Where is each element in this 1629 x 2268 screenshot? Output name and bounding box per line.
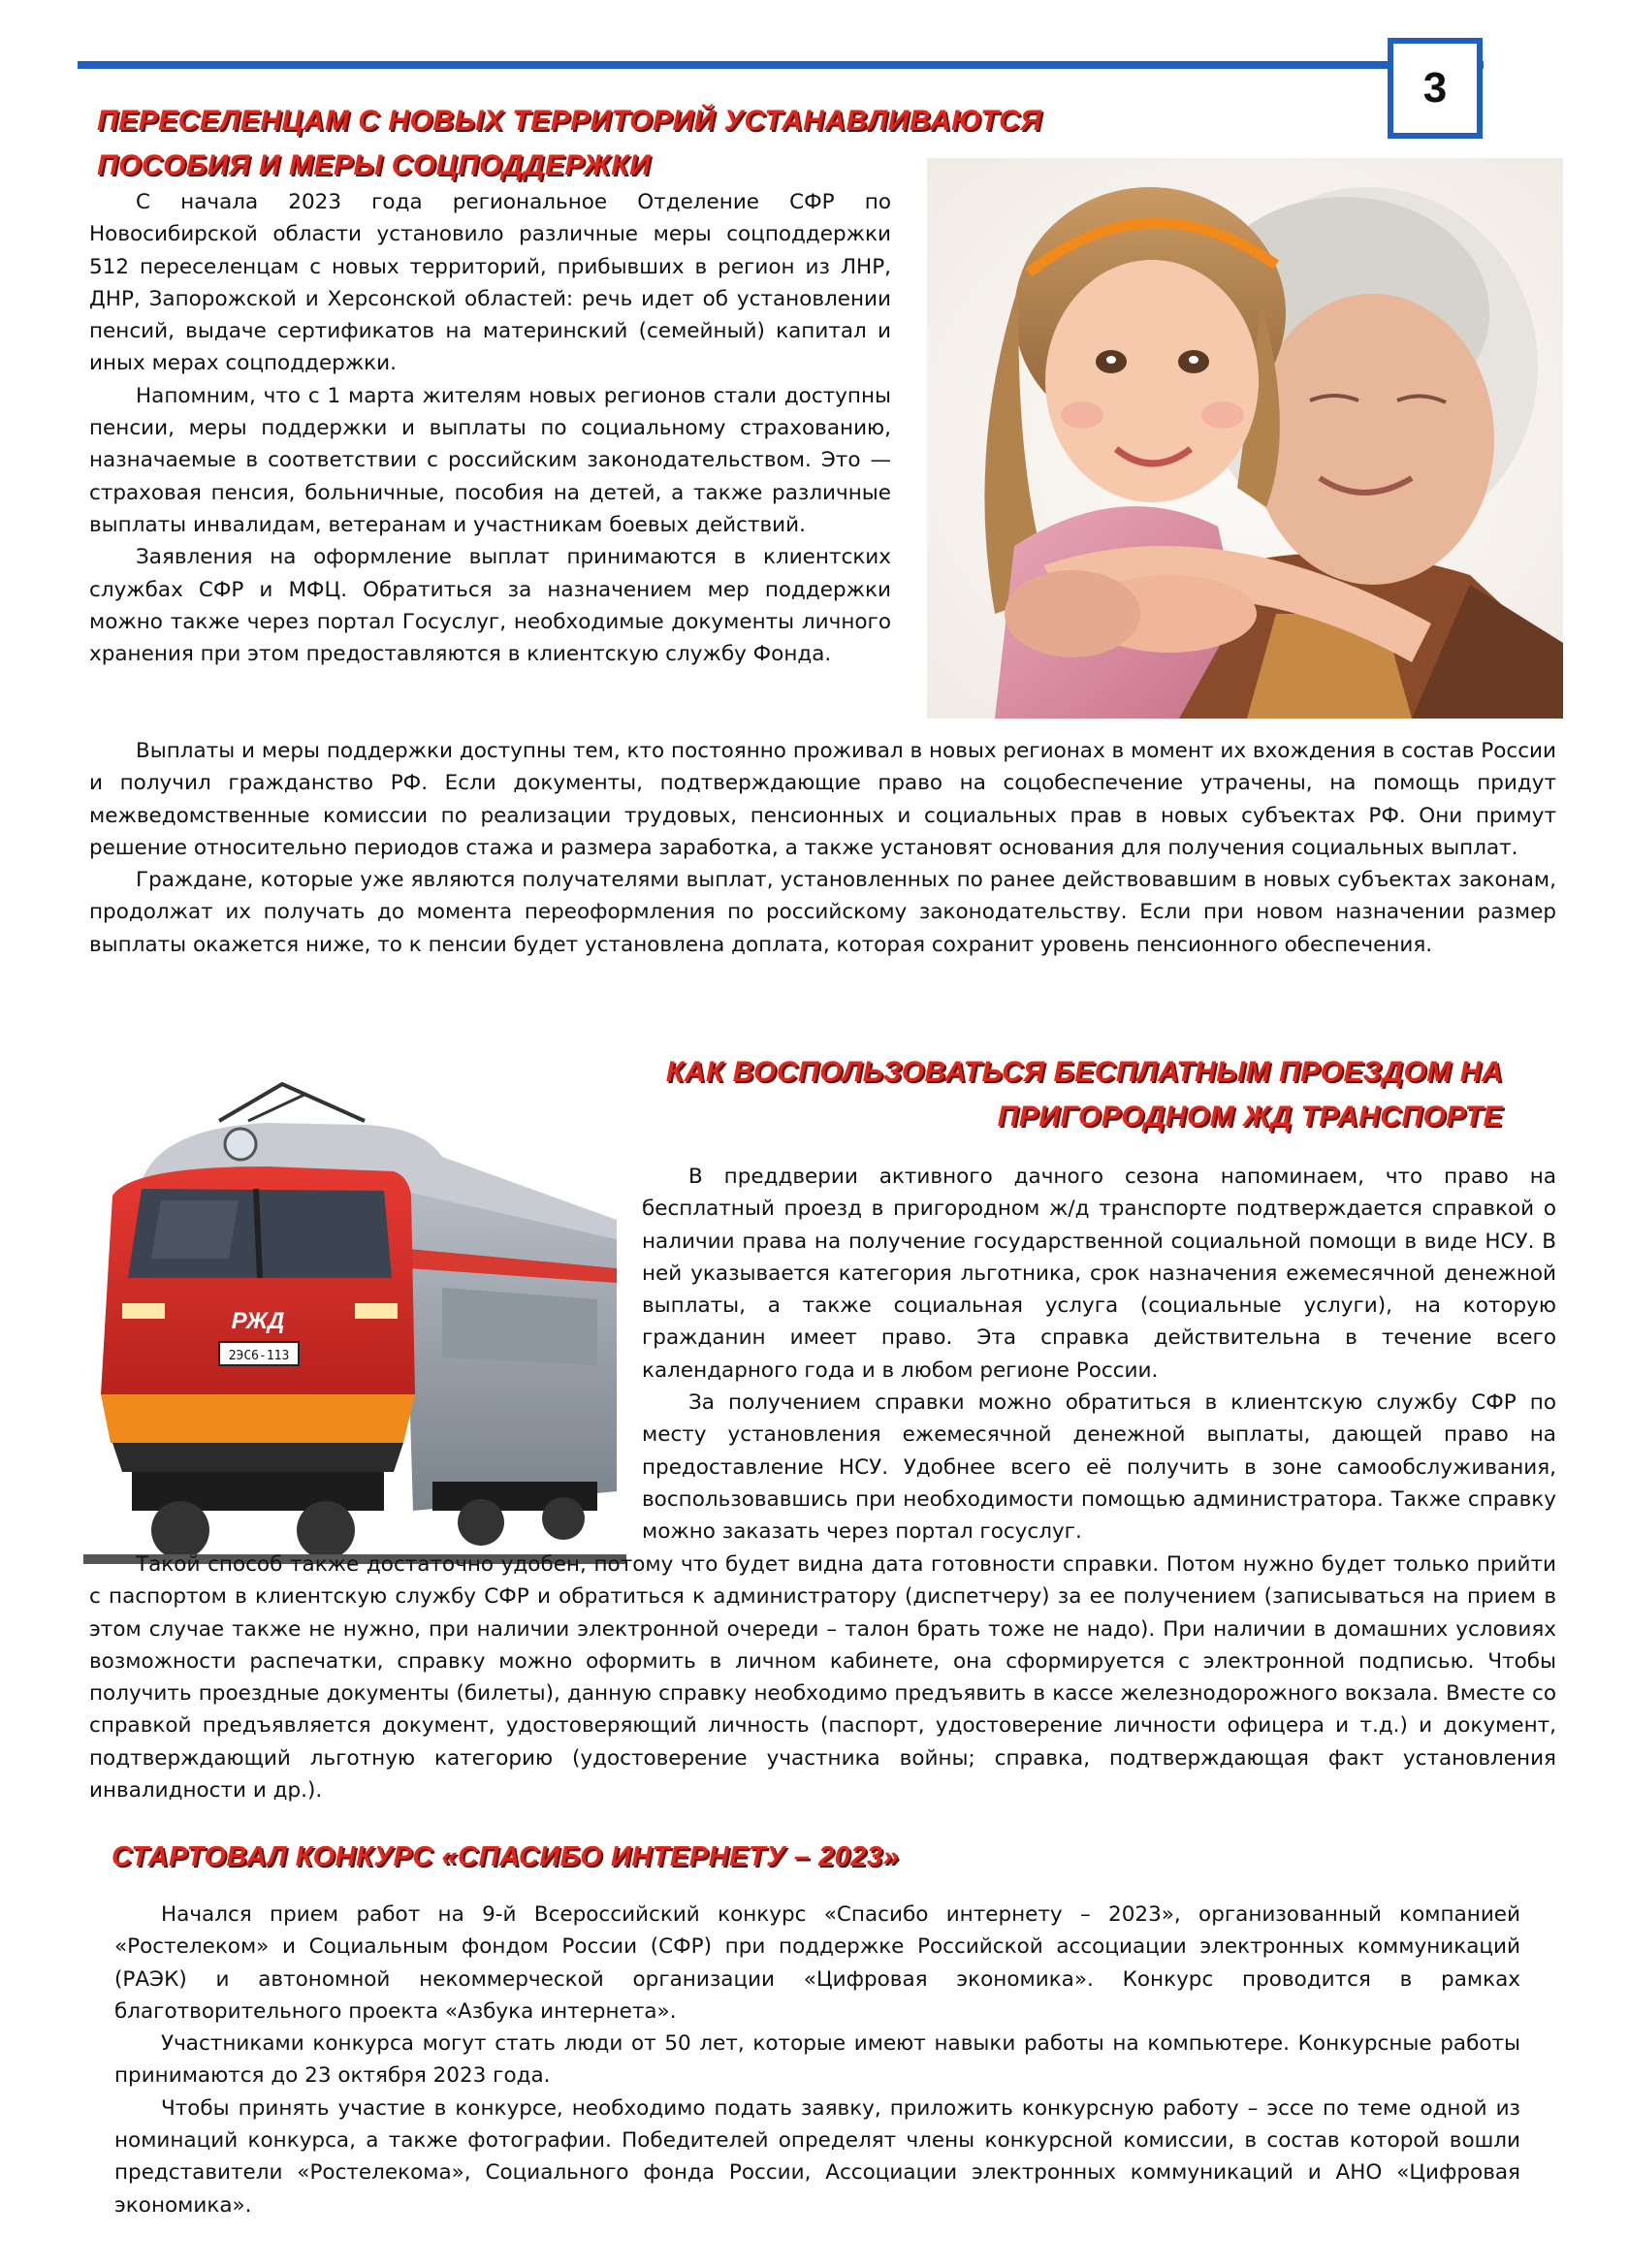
article2-paragraph-2: За получением справки можно обратиться в клиентскую службу СФР по месту установления ежемесячной денежной выплаты, дающей право на предоставление НСУ. Удобнее всего её получить в зоне самообслуживания, воспользовавшись при необходимости помощью администратора. Также справку можно заказать через портал госуслуг. [642, 1390, 1556, 1545]
header-rule [78, 61, 1484, 69]
article1-paragraph-1: С начала 2023 года региональное Отделение СФР по Новосибирской области установило различные меры соцподдержки 512 переселенцам с новых территорий, прибывших в регион из ЛНР, ДНР, Запорожской и Херсонской областей: речь идет об установлении пенсий, выдаче сертификатов на материнский (семейный) капитал и иных мерах соцподдержки. [89, 190, 891, 376]
locomotive-image [74, 1074, 628, 1579]
grandmother-girl-photo [927, 158, 1563, 719]
article3-text [114, 1899, 1520, 2221]
article1-headline-line2: ПОСОБИЯ И МЕРЫ СОЦПОДДЕРЖКИ [97, 149, 652, 181]
article3-paragraph-2: Участниками конкурса могут стать люди от 50 лет, которые имеют навыки работы на компьютере. Конкурсные работы принимаются до 23 октября 2023 года. [114, 2031, 1520, 2089]
article2-paragraph-3: Такой способ также достаточно удобен, потому что будет видна дата готовности справки. Потом нужно будет только прийти с паспортом в клиентскую службу СФР и обратиться к администратору (диспетчеру) за ее получением (записываться на прием в этом случае также не нужно, при наличии электронной очереди – талон брать тоже не надо). При наличии в домашних условиях возможности распечатки, справку можно оформить в личном кабинете, она сформируется с электронной подписью. Чтобы получить проездные документы (билеты), данную справку необходимо предъявить в кассе железнодорожного вокзала. Вместе со справкой предъявляется документ, удостоверяющий личность (паспорт, удостоверение личности офицера и т.д.) и документ, подтверждающий льготную категорию (удостоверение участника войны; справка, подтверждающая факт установления инвалидности и др.). [89, 1552, 1556, 1804]
article3-headline: СТАРТОВАЛ КОНКУРС «СПАСИБО ИНТЕРНЕТУ – 2023» [112, 1841, 900, 1872]
article1-paragraph-4: Выплаты и меры поддержки доступны тем, кто постоянно проживал в новых регионах в момент их вхождения в состав России и получил гражданство РФ. Если документы, подтверждающие право на соцобеспечение утрачены, на помощь придут межведомственные комиссии по реализации трудовых, пенсионных и социальных прав в новых субъектах РФ. Они примут решение относительно периодов стажа и размера заработка, а также установят основания для получения социальных выплат. [89, 739, 1556, 860]
locomotive-number: 2ЭС6-113 [228, 1349, 290, 1363]
article1-column-text [89, 186, 891, 670]
article2-headline-line1: КАК ВОСПОЛЬЗОВАТЬСЯ БЕСПЛАТНЫМ ПРОЕЗДОМ НА [665, 1056, 1503, 1088]
article1-paragraph-3: Заявления на оформление выплат принимаются в клиентских службах СФР и МФЦ. Обратиться за назначением мер поддержки можно также через портал Госуслуг, необходимые документы личного хранения при этом предоставляются в клиентскую службу Фонда. [89, 545, 891, 667]
article2-paragraph-1: В преддверии активного дачного сезона напоминаем, что право на бесплатный проезд в пригородном ж/д транспорте подтверждается справкой о наличии права на получение государственной социальной помощи в виде НСУ. В ней указывается категория льготника, срок назначения ежемесячной денежной выплаты, а также социальная услуга (социальные услуги), на которую гражданин имеет право. Эта справка действительна в течение всего календарного года и в любом регионе России. [642, 1165, 1556, 1383]
article2-column-text [642, 1161, 1556, 1549]
article3-paragraph-3: Чтобы принять участие в конкурсе, необходимо подать заявку, приложить конкурсную работу – эссе по теме одной из номинаций конкурса, а также фотографии. Победителей определят члены конкурсной комиссии, в состав которой вошли представители «Ростелекома», Социального фонда России, Ассоциации электронных коммуникаций и АНО «Цифровая экономика». [114, 2095, 1520, 2218]
page-number: 3 [1388, 38, 1483, 139]
article2-fullwidth-text [89, 1549, 1556, 1806]
article3-paragraph-1: Начался прием работ на 9-й Всероссийский конкурс «Спасибо интернету – 2023», организованный компанией «Ростелеком» и Социальным фондом России (СФР) при поддержке Российской ассоциации электронных коммуникаций (РАЭК) и автономной некоммерческой организации «Цифровая экономика». Конкурс проводится в рамках благотворительного проекта «Азбука интернета». [114, 1902, 1520, 2024]
article1-paragraph-2: Напомним, что с 1 марта жителям новых регионов стали доступны пенсии, меры поддержки и выплаты по социальному страхованию, назначаемые в соответствии с российским законодательством. Это — страховая пенсия, больничные, пособия на детей, а также различные выплаты инвалидам, ветеранам и участникам боевых действий. [89, 383, 891, 537]
rzd-logo: РЖД [231, 1308, 285, 1334]
article2-headline [543, 1050, 1503, 1139]
article1-headline-line1: ПЕРЕСЕЛЕНЦАМ С НОВЫХ ТЕРРИТОРИЙ УСТАНАВЛИВАЮТСЯ [97, 105, 1042, 137]
article1-paragraph-5: Граждане, которые уже являются получателями выплат, установленных по ранее действовавшим в новых субъектах законам, продолжат их получать до момента переоформления по российскому законодательству. Если при новом назначении размер выплаты окажется ниже, то к пенсии будет установлена доплата, которая сохранит уровень пенсионного обеспечения. [89, 868, 1556, 957]
article2-headline-line2: ПРИГОРОДНОМ ЖД ТРАНСПОРТЕ [997, 1101, 1503, 1133]
article1-fullwidth-text [89, 735, 1556, 961]
